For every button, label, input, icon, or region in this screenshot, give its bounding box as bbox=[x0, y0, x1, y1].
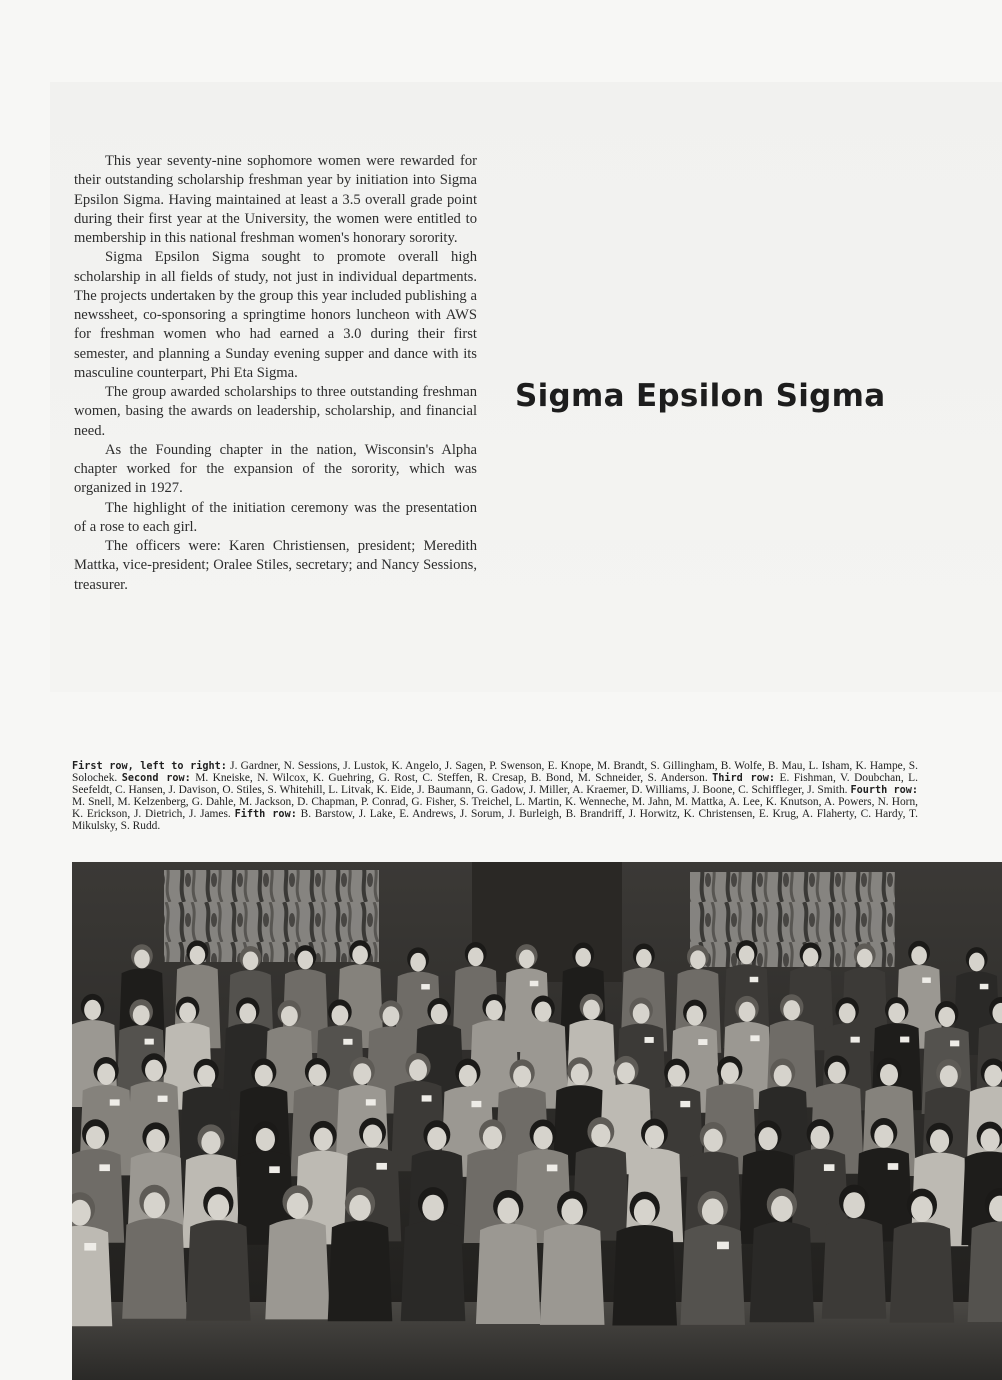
name-tag bbox=[645, 1037, 654, 1043]
person-face bbox=[427, 1127, 446, 1150]
paragraph: The group awarded scholarships to three outstanding freshman women, basing the awards on leadership, scholarship, and financial need. bbox=[74, 384, 477, 439]
person-face bbox=[86, 1126, 105, 1149]
person-face bbox=[571, 1064, 589, 1086]
person-face bbox=[938, 1007, 955, 1027]
person-body bbox=[680, 1224, 745, 1324]
person-face bbox=[911, 1196, 933, 1222]
person-face bbox=[702, 1198, 724, 1224]
person-face bbox=[668, 1065, 686, 1087]
person-face bbox=[97, 1063, 115, 1085]
name-tag bbox=[84, 1243, 96, 1251]
name-tag bbox=[750, 977, 759, 982]
name-tag bbox=[851, 1037, 860, 1043]
caption-row-names: J. Gardner, N. Sessions, J. Lustok, K. Angelo, J. Sagen, P. Swenson, E. Knope, M. Brandt, S. Gillingham, B. Wolfe, B. Mau, L. Isham, K. Hampe, S. Solochek. bbox=[72, 760, 918, 784]
person-face bbox=[349, 1195, 371, 1221]
person-face bbox=[431, 1004, 448, 1024]
article-body bbox=[74, 152, 477, 595]
group-photo bbox=[72, 862, 1002, 1380]
person-body bbox=[612, 1225, 677, 1325]
person-face bbox=[468, 947, 484, 966]
person-face bbox=[513, 1066, 531, 1088]
name-tag bbox=[366, 1099, 376, 1105]
person-face bbox=[828, 1062, 846, 1084]
person-face bbox=[930, 1129, 949, 1152]
person-face bbox=[940, 1065, 958, 1087]
person-face bbox=[774, 1065, 792, 1087]
person-face bbox=[969, 953, 985, 972]
person-face bbox=[486, 1000, 503, 1020]
person-face bbox=[332, 1005, 349, 1025]
name-tag bbox=[376, 1163, 387, 1170]
person-face bbox=[591, 1124, 610, 1147]
person-body bbox=[890, 1222, 955, 1322]
person-body bbox=[822, 1218, 887, 1318]
person-face bbox=[984, 1065, 1002, 1087]
caption-row-names: M. Kneiske, N. Wilcox, K. Guehring, G. Rost, C. Steffen, R. Cresap, B. Bond, M. Schneider, S. Anderson. bbox=[195, 771, 708, 784]
caption-row-label: Fifth row: bbox=[234, 808, 297, 820]
photo-caption bbox=[72, 761, 918, 832]
person-face bbox=[497, 1198, 519, 1224]
person-face bbox=[783, 1000, 800, 1020]
name-tag bbox=[824, 1164, 835, 1171]
person-body bbox=[72, 1226, 112, 1326]
person-face bbox=[298, 951, 314, 970]
person-face bbox=[583, 1000, 600, 1020]
person-face bbox=[686, 1006, 703, 1026]
person-face bbox=[239, 1003, 256, 1023]
person-face bbox=[352, 946, 368, 965]
name-tag bbox=[422, 1095, 432, 1101]
caption-row-label: Fourth row: bbox=[850, 784, 918, 796]
person-body bbox=[476, 1223, 541, 1323]
person-face bbox=[634, 1199, 656, 1225]
person-face bbox=[911, 946, 927, 965]
person-body bbox=[186, 1220, 251, 1320]
name-tag bbox=[717, 1242, 729, 1250]
person-face bbox=[410, 953, 426, 972]
person-body bbox=[968, 1222, 1002, 1322]
person-face bbox=[134, 950, 150, 969]
person-face bbox=[314, 1128, 333, 1151]
person-face bbox=[535, 1001, 552, 1021]
name-tag bbox=[530, 981, 539, 986]
person-face bbox=[739, 1002, 756, 1022]
person-body bbox=[265, 1219, 330, 1319]
person-face bbox=[208, 1194, 230, 1220]
person-body bbox=[401, 1221, 466, 1321]
name-tag bbox=[145, 1039, 154, 1045]
person-face bbox=[255, 1065, 273, 1087]
person-face bbox=[880, 1064, 898, 1086]
paragraph: The highlight of the initiation ceremony was the presentation of a rose to each girl. bbox=[74, 499, 477, 535]
person-face bbox=[575, 948, 591, 967]
person-face bbox=[383, 1006, 400, 1026]
person-body bbox=[540, 1224, 605, 1324]
person-face bbox=[888, 1003, 905, 1023]
person-face bbox=[759, 1127, 778, 1150]
name-tag bbox=[343, 1039, 352, 1045]
paragraph: As the Founding chapter in the nation, Wisconsin's Alpha chapter worked for the expansion of the sorority, which was organized in 1927. bbox=[74, 441, 477, 497]
caption-row-names: M. Snell, M. Kelzenberg, G. Dahle, M. Jackson, D. Chapman, P. Conrad, G. Fisher, S. Treichel, L. Martin, K. Wenneche, M. Jahn, M. Mattka, A. Lee, K. Knutson, A. Powers, N. Horn, K. Erickson, J. Dietrich, J. James. bbox=[72, 795, 918, 820]
name-tag bbox=[980, 984, 989, 989]
group-photo-image bbox=[72, 862, 1002, 1380]
person-face bbox=[144, 1192, 166, 1218]
person-face bbox=[179, 1002, 196, 1022]
person-face bbox=[409, 1059, 427, 1081]
person-face bbox=[533, 1126, 552, 1149]
person-face bbox=[84, 1000, 101, 1020]
person-face bbox=[617, 1062, 635, 1084]
person-face bbox=[843, 1192, 865, 1218]
name-tag bbox=[110, 1099, 120, 1105]
name-tag bbox=[421, 984, 430, 989]
person-body bbox=[122, 1218, 187, 1318]
person-face bbox=[363, 1125, 382, 1148]
person-face bbox=[561, 1198, 583, 1224]
person-face bbox=[197, 1065, 215, 1087]
person-face bbox=[645, 1125, 664, 1148]
person-face bbox=[287, 1193, 309, 1219]
name-tag bbox=[950, 1040, 959, 1046]
person-face bbox=[839, 1003, 856, 1023]
person-face bbox=[636, 949, 652, 968]
person-face bbox=[145, 1060, 163, 1082]
person-face bbox=[422, 1195, 444, 1221]
caption-row-label: Second row: bbox=[121, 772, 191, 784]
person-face bbox=[256, 1128, 275, 1151]
name-tag bbox=[547, 1165, 558, 1172]
person-face bbox=[874, 1125, 893, 1148]
caption-row-label: Third row: bbox=[712, 772, 776, 784]
person-body bbox=[328, 1221, 393, 1321]
caption-row-names: B. Barstow, J. Lake, E. Andrews, J. Sorum, J. Burleigh, B. Brandriff, J. Horwitz, K. Christensen, E. Krug, A. Flaherty, C. Hardy, T. Mikulsky, S. Rudd. bbox=[72, 807, 918, 832]
name-tag bbox=[750, 1035, 759, 1041]
person-face bbox=[857, 949, 873, 968]
person-face bbox=[704, 1129, 723, 1152]
name-tag bbox=[922, 977, 931, 982]
person-face bbox=[243, 951, 259, 970]
person-face bbox=[771, 1196, 793, 1222]
person-face bbox=[483, 1126, 502, 1149]
name-tag bbox=[698, 1039, 707, 1045]
person-face bbox=[146, 1129, 165, 1152]
name-tag bbox=[680, 1101, 690, 1107]
person-face bbox=[721, 1062, 739, 1084]
caption-row-label: First row, left to right: bbox=[72, 761, 227, 772]
page-title: Sigma Epsilon Sigma bbox=[515, 378, 886, 414]
person-face bbox=[739, 946, 755, 965]
person-face bbox=[133, 1005, 150, 1025]
name-tag bbox=[158, 1096, 168, 1102]
paragraph: Sigma Epsilon Sigma sought to promote overall high scholarship in all fields of study, not just in individual departments. The projects undertaken by the group this year included publishing a newssheet, co-sponsoring a springtime honors luncheon with AWS for freshman women who had earned a 3.0 during their first semester, and planning a Sunday evening supper and dance with its masculine counterpart, Phi Eta Sigma. bbox=[74, 249, 477, 381]
person-face bbox=[810, 1126, 829, 1149]
name-tag bbox=[99, 1164, 110, 1171]
person-face bbox=[803, 948, 819, 967]
name-tag bbox=[900, 1037, 909, 1043]
person-face bbox=[633, 1003, 650, 1023]
person-face bbox=[308, 1064, 326, 1086]
name-tag bbox=[269, 1166, 280, 1173]
person-face bbox=[519, 950, 535, 969]
person-face bbox=[459, 1065, 477, 1087]
person-face bbox=[353, 1063, 371, 1085]
person-face bbox=[201, 1131, 220, 1154]
person-face bbox=[190, 946, 206, 965]
name-tag bbox=[888, 1163, 899, 1170]
wood-panel bbox=[472, 862, 622, 982]
paragraph: This year seventy-nine sophomore women were rewarded for their outstanding scholarship freshman year by initiation into Sigma Epsilon Sigma. Having maintained at least a 3.5 overall grade point during their first year at the University, the women were entitled to membership in this national freshman women's honorary sorority. bbox=[74, 153, 477, 246]
person-face bbox=[281, 1006, 298, 1026]
person-face bbox=[690, 950, 706, 969]
person-body bbox=[750, 1222, 815, 1322]
caption-row-names: E. Fishman, V. Doubchan, L. Seefeldt, C. Hansen, J. Davison, O. Stiles, S. Whitehill, L. Litvak, K. Eide, J. Baumann, G. Gadow, J. Miller, A. Kraemer, D. Williams, J. Boone, C. Schiffleger, J. Smith. bbox=[72, 771, 918, 796]
person-face bbox=[980, 1128, 999, 1151]
name-tag bbox=[471, 1101, 481, 1107]
paragraph: The officers were: Karen Christiensen, president; Meredith Mattka, vice-president; Oralee Stiles, secretary; and Nancy Sessions, treasurer. bbox=[74, 538, 477, 593]
